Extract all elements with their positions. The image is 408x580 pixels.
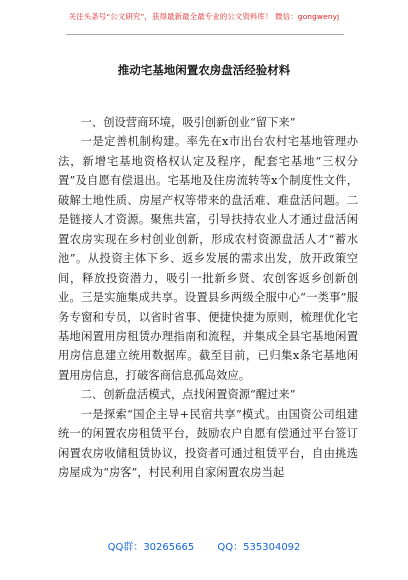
header-banner: 关注头条号“公文研究”，获得最新最全最专业的公文资料库！ 微信：gongwenyj: [68, 12, 340, 21]
footer-qq-group: QQ群：30265665: [107, 542, 195, 553]
footer-qq-contact: QQ：535304092: [217, 542, 301, 553]
body-paragraph-1: 一是定善机制构建。率先在x市出台农村宅基地管理办法，新增宅基地资格权认定及程序，配套宅基地“三权分置”及自愿有偿退出。宅基地及住房流转等x个制度性文件，破解土地性质、房屋产权等带来的盘活难、难盘活问题。二是链接人才资源。聚焦共富，引导扶持农业人才通过盘活闲置农房实现在乡村创业创新，形成农村资源盘活人才“蓄水池”。从投资主体下乡、返乡发展的需求出发，放开政策空间，释放投资潜力，吸引一批新乡贤、农创客返乡创新创业。三是实施集成共享。设置县乡两级全服中心“一类事”服务专窗和专员，以省时省事、便捷快捷为原则，梳理优化宅基地闲置用房租赁办理指南和流程，并集成全县宅基地闲置用房信息建立统用数据库。截至目前，已归集x条宅基地闲置用房信息，打破客商信息孤岛效应。: [58, 135, 358, 382]
page-header: [0, 0, 408, 36]
document-title: 推动宅基地闲置农房盘活经验材料: [117, 63, 291, 77]
page-footer: [0, 538, 408, 553]
body-paragraph-2: 一是探索“国企主导+民宿共享”模式。由国资公司组建统一的闲置农房租赁平台，鼓励农户自愿有偿通过平台签订闲置农房收储租赁协议，投资者可通过租赁平台，自由挑选房屋成为“房客”，村民利用自家闲置农房当起: [58, 407, 358, 480]
header-divider: [66, 34, 344, 35]
section-heading-1: 一、创设营商环境，吸引创新创业“留下来”: [80, 116, 296, 129]
document-body: [58, 113, 358, 483]
section-heading-2: 二、创新盘活模式，点找闲置资源“醒过来”: [80, 388, 296, 402]
